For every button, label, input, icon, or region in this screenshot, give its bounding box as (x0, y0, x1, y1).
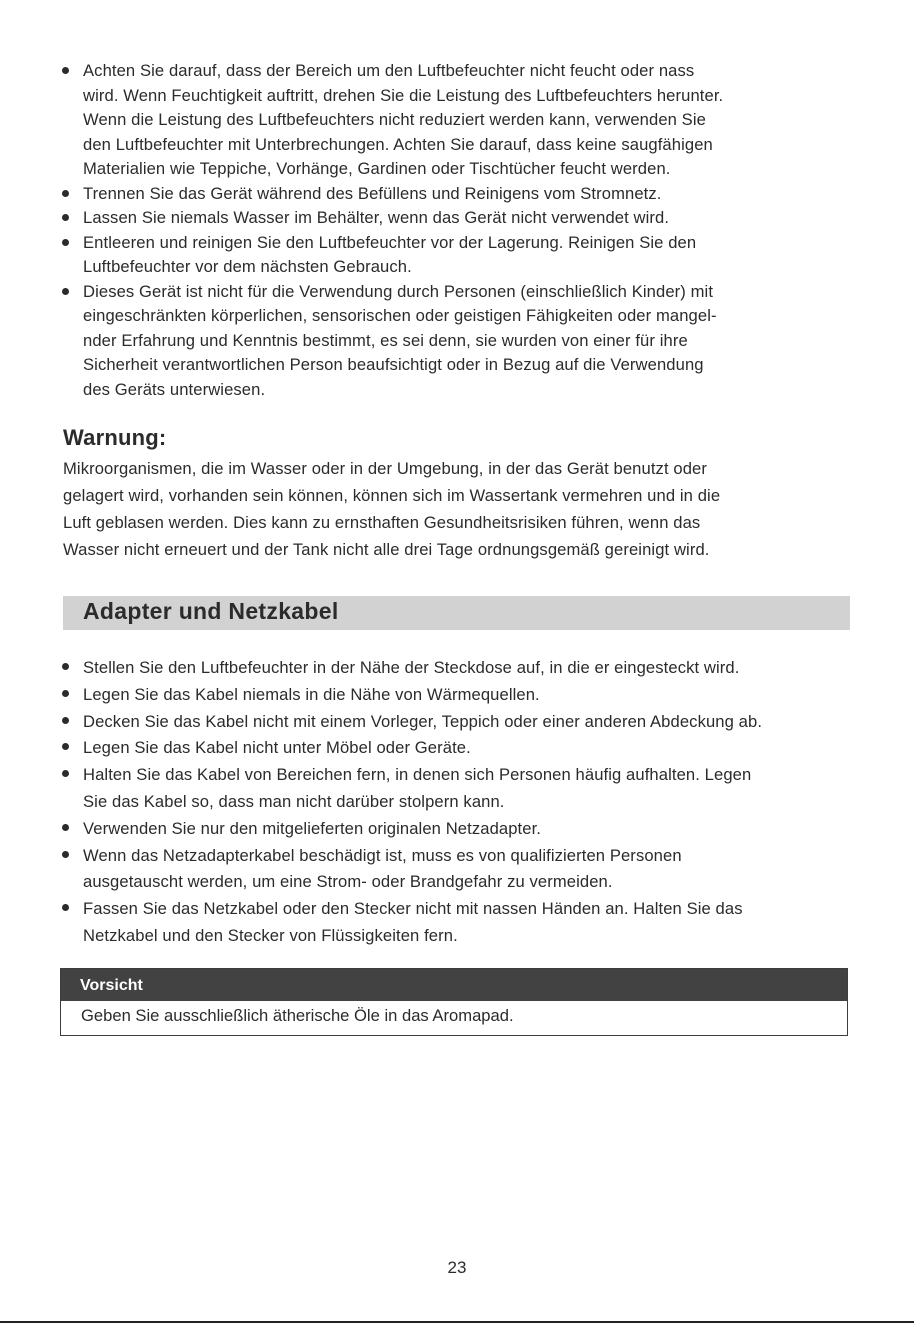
bullet-icon (62, 239, 69, 246)
bullet-text-line: Dieses Gerät ist nicht für die Verwendung durch Personen (einschließlich Kinder) mit (83, 281, 714, 301)
bullet-text-line: Legen Sie das Kabel nicht unter Möbel oder Geräte. (83, 738, 471, 758)
safety-bullet-item (62, 182, 723, 207)
adapter-bullet-list (62, 655, 762, 950)
bullet-icon (62, 717, 69, 724)
bullet-text-line: Trennen Sie das Gerät während des Befüllens und Reinigens vom Stromnetz. (83, 183, 662, 203)
adapter-bullet-item (62, 896, 762, 950)
caution-box (60, 968, 848, 1036)
warning-text-line: Luft geblasen werden. Dies kann zu ernsthaften Gesundheitsrisiken führen, wenn das (63, 513, 701, 532)
bullet-text-line: Sicherheit verantwortlichen Person beaufsichtigt oder in Bezug auf die Verwendung (83, 355, 704, 374)
adapter-bullet-item (62, 682, 762, 709)
caution-text: Geben Sie ausschließlich ätherische Öle in das Aromapad. (81, 1006, 514, 1025)
bullet-text-line: Netzkabel und den Stecker von Flüssigkeiten fern. (83, 925, 458, 945)
warning-paragraph (63, 455, 720, 563)
section-header-bar (63, 596, 850, 630)
bullet-icon (62, 743, 69, 750)
bullet-text-line: Materialien wie Teppiche, Vorhänge, Gardinen oder Tischtücher feucht werden. (83, 159, 671, 178)
caution-title: Vorsicht (61, 969, 847, 1001)
adapter-bullet-item (62, 816, 762, 843)
bullet-icon (62, 663, 69, 670)
bullet-icon (62, 690, 69, 697)
bullet-icon (62, 824, 69, 831)
bullet-icon (62, 770, 69, 777)
warning-text-line: Mikroorganismen, die im Wasser oder in der Umgebung, in der das Gerät benutzt oder (63, 459, 707, 478)
safety-bullet-item (62, 59, 723, 182)
adapter-bullet-item (62, 762, 762, 816)
bullet-text-line: Verwenden Sie nur den mitgelieferten originalen Netzadapter. (83, 818, 542, 838)
bullet-text-line: wird. Wenn Feuchtigkeit auftritt, drehen Sie die Leistung des Luftbefeuchters herunter. (83, 85, 724, 105)
bullet-icon (62, 851, 69, 858)
section-title: Adapter und Netzkabel (83, 598, 339, 624)
warning-text-line: Wasser nicht erneuert und der Tank nicht alle drei Tage ordnungsgemäß gereinigt wird. (63, 540, 710, 559)
bullet-text-line: Entleeren und reinigen Sie den Luftbefeuchter vor der Lagerung. Reinigen Sie den (83, 232, 697, 252)
bullet-text-line: eingeschränkten körperlichen, sensorischen oder geistigen Fähigkeiten oder mangel- (83, 306, 717, 325)
safety-bullet-item (62, 280, 723, 403)
bullet-text-line: Achten Sie darauf, dass der Bereich um den Luftbefeuchter nicht feucht oder nass (83, 61, 695, 80)
bullet-text-line: Stellen Sie den Luftbefeuchter in der Nähe der Steckdose auf, in die er eingesteckt wird. (83, 658, 740, 677)
bullet-text-line: Decken Sie das Kabel nicht mit einem Vorleger, Teppich oder einer anderen Abdeckung ab. (83, 711, 763, 731)
bullet-text-line: Luftbefeuchter vor dem nächsten Gebrauch. (83, 257, 412, 276)
safety-bullet-item (62, 231, 723, 280)
bullet-text-line: des Geräts unterwiesen. (83, 379, 266, 399)
warning-text-line: gelagert wird, vorhanden sein können, können sich im Wassertank vermehren und in die (63, 486, 721, 505)
bullet-text-line: Wenn die Leistung des Luftbefeuchters nicht reduziert werden kann, verwenden Sie (83, 110, 706, 129)
bullet-icon (62, 67, 69, 74)
bullet-text-line: ausgetauscht werden, um eine Strom- oder Brandgefahr zu vermeiden. (83, 872, 613, 892)
bullet-text-line: nder Erfahrung und Kenntnis bestimmt, es sei denn, sie wurden von einer für ihre (83, 330, 688, 350)
adapter-bullet-item (62, 709, 762, 736)
bottom-rule (0, 1321, 914, 1323)
bullet-icon (62, 288, 69, 295)
adapter-bullet-item (62, 735, 762, 762)
warning-heading: Warnung: (63, 425, 167, 450)
page-number: 23 (447, 1258, 467, 1277)
adapter-bullet-item (62, 655, 762, 682)
bullet-text-line: Legen Sie das Kabel niemals in die Nähe von Wärmequellen. (83, 684, 540, 704)
bullet-text-line: Fassen Sie das Netzkabel oder den Stecker nicht mit nassen Händen an. Halten Sie das (83, 899, 743, 919)
bullet-text-line: Sie das Kabel so, dass man nicht darüber stolpern kann. (83, 791, 505, 811)
bullet-icon (62, 904, 69, 911)
safety-bullet-item (62, 206, 723, 231)
bullet-icon (62, 190, 69, 197)
bullet-text-line: Halten Sie das Kabel von Bereichen fern, in denen sich Personen häufig aufhalten. Legen (83, 765, 752, 785)
bullet-text-line: Wenn das Netzadapterkabel beschädigt ist, muss es von qualifizierten Personen (83, 845, 682, 865)
bullet-icon (62, 214, 69, 221)
bullet-text-line: den Luftbefeuchter mit Unterbrechungen. Achten Sie darauf, dass keine saugfähigen (83, 134, 713, 154)
adapter-bullet-item (62, 843, 762, 897)
bullet-text-line: Lassen Sie niemals Wasser im Behälter, wenn das Gerät nicht verwendet wird. (83, 208, 670, 227)
safety-bullet-list (62, 59, 723, 402)
